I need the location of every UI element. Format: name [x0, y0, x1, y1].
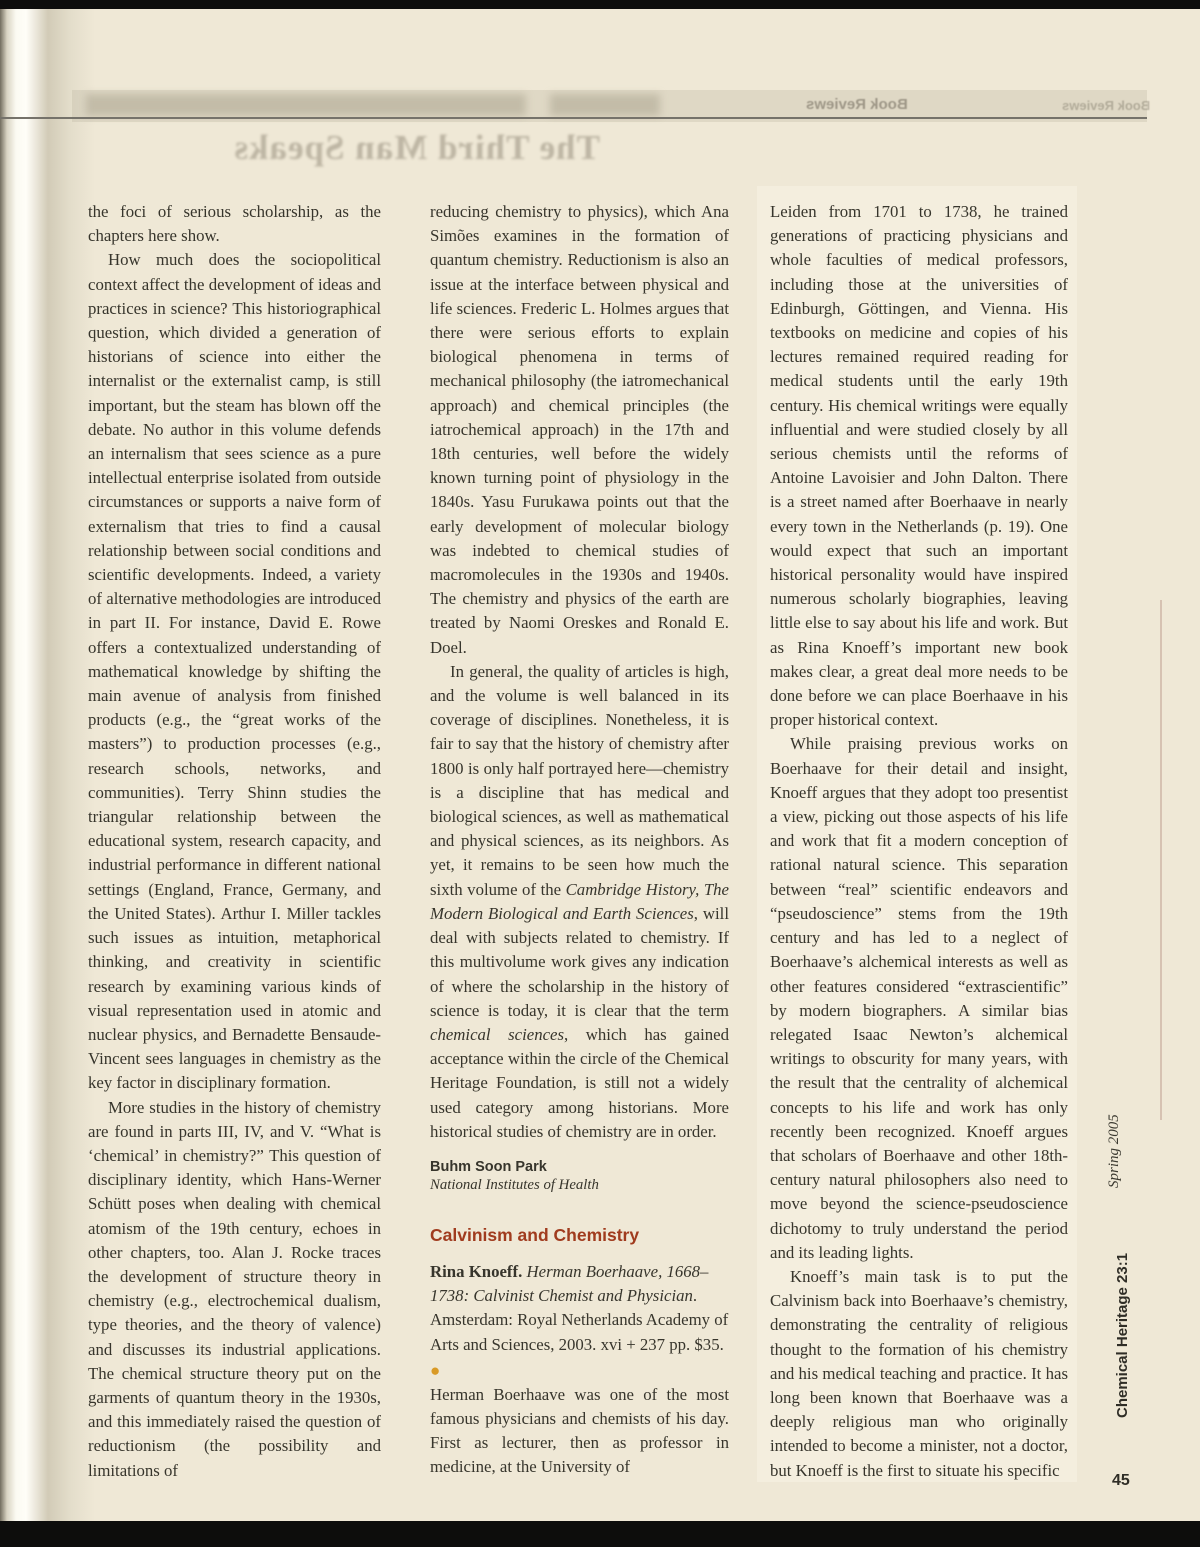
ghost-headline: The Third Man Speaks [233, 128, 600, 167]
paragraph: the foci of serious scholarship, as the chapters here show. [88, 202, 381, 246]
page-gutter-shading [0, 9, 95, 1521]
ghost-text-block [550, 94, 660, 116]
scan-edge-bottom [0, 1521, 1200, 1547]
paragraph: reducing chemistry to physics), which Ana Simões examines in the formation of quantum chemistry. Reductionism is also an issue at the interface between physical and life sciences. Frederic L. Holmes argues that there were serious efforts to explain biological phenomena in terms of mechanical philosophy (the iatromechanical approach) and chemical principles (the iatrochemical approach) in the 17th and 18th centuries, well before the widely known turning point of physiology in the 1840s. Yasu Furukawa points out that the early development of molecular biology was indebted to chemical studies of macromolecules in the 1930s and 1940s. The chemistry and physics of the earth are treated by Naomi Oreskes and Ronald E. Doel. [430, 202, 729, 657]
citation-author: Rina Knoeff. [430, 1261, 527, 1281]
scan-edge-top [0, 0, 1200, 9]
body-text-column-right [770, 200, 1068, 1483]
paragraph: While praising previous works on Boerhaave for their detail and insight, Knoeff argues that they adopt too presentist a view, picking out those aspects of his life and work that fit a modern conception of rational natural science. This separation between “real” scientific endeavors and “pseudoscience” stems from the 19th century and has led to a neglect of Boerhaave’s alchemical interests as well as other features considered “extrascientific” by modern biographers. A similar bias relegated Isaac Newton’s alchemical writings to obscurity for many years, with the result that the centrality of alchemical concepts to his life and work has only recently been recognized. Knoeff argues that scholars of Boerhaave and other 18th-century natural philosophers also need to move beyond the science-pseudoscience dichotomy to truly understand the period and its leading lights. [770, 734, 1068, 1262]
header-rule [0, 117, 1147, 119]
paragraph: Leiden from 1701 to 1738, he trained generations of practicing physicians and whole faculties of medical professors, including those at the universities of Edinburgh, Göttingen, and Vienna. His textbooks on medicine and copies of his lectures remained required reading for medical students until the early 19th century. His chemical writings were equally influential and were studied closely by all serious chemists until the reforms of Antoine Lavoisier and John Dalton. There is a street named after Boerhaave in nearly every town in the Netherlands (p. 19). One would expect that such an important historical personality would have inspired numerous scholarly biographies, leaving little else to say about his life and work. But as Rina Knoeff’s important new book makes clear, a great deal more needs to be done before we can place Boerhaave in his proper historical context. [770, 202, 1068, 730]
paragraph-segment: In general, the quality of articles is high, and the volume is well balanced in its coverage of disciplines. Nonetheless, it is fair to say that the history of chemistry after 1800 is only half portrayed here—chemistry is a discipline that has medical and biological sciences, as well as mathematical and physical sciences, as its neighbors. As yet, it remains to be seen how much the sixth volume of the [430, 661, 729, 899]
paragraph: Knoeff’s main task is to put the Calvinism back into Boerhaave’s chemistry, demonstrating the centrality of religious thought to the formation of his chemistry and his medical teaching and practice. It has long been known that Boerhaave was a deeply religious man who originally intended to become a minister, not a doctor, but Knoeff is the first to situate his specific [770, 1266, 1068, 1480]
italic-term: chemical sciences [430, 1024, 565, 1044]
body-text-column-middle [430, 200, 729, 1480]
paragraph: More studies in the history of chemistry are found in parts III, IV, and V. “What is ‘chemical’ in chemistry?” This question of disciplinary identity, which Hans-Werner Schütt poses when dealing with chemical atomism of the 19th century, echoes in other chapters, too. Alan J. Rocke traces the development of structure theory in chemistry (e.g., electrochemical dualism, type theories, and the theory of valence) and discusses its industrial applications. The chemical structure theory put on the garments of quantum theory in the 1930s, and this immediately raised the question of reductionism (the possibility and limitations of [88, 1097, 381, 1480]
paragraph [430, 660, 729, 1144]
bullet-icon: ● [430, 1360, 441, 1380]
italic-book-title: Cambridge History, The Modern Biological and Earth Sciences [430, 879, 729, 923]
paragraph-segment: , will deal with subjects related to chemistry. If this multivolume work gives any indication of where the scholarship in the history of science is today, it is clear that the term [430, 903, 729, 1020]
reviewer-affiliation: National Institutes of Health [430, 1176, 599, 1193]
citation-title: Herman Boerhaave, 1668–1738: Calvinist Chemist and Physician [430, 1261, 709, 1306]
ghost-text-block [86, 94, 526, 116]
journal-vertical-label: Chemical Heritage 23:1 [1114, 1252, 1131, 1418]
paragraph: Herman Boerhaave was one of the most famous physicians and chemists of his day. First as lecturer, then as professor in medicine, at the University of [430, 1384, 729, 1477]
citation-publisher: . Amsterdam: Royal Netherlands Academy of Arts and Sciences, 2003. xvi + 237 pp. $35. [430, 1286, 729, 1354]
paragraph-segment: , which has gained acceptance within the circle of the Chemical Heritage Foundation, is still not a widely used category among historians. More historical studies of chemistry are in order. [430, 1024, 729, 1141]
page-number: 45 [1112, 1472, 1130, 1489]
body-text-column-left [88, 200, 381, 1483]
book-citation [430, 1260, 729, 1357]
paragraph: How much does the sociopolitical context affect the development of ideas and practices in science? This historiographical question, which divided a generation of historians of science into either the internalist or the externalist camp, is still important, but the steam has blown off the debate. No author in this volume defends an internalism that sees science as a pure intellectual enterprise isolated from outside circumstances or supports a naive form of externalism that tries to find a causal relationship between social conditions and scientific developments. Indeed, a variety of alternative methodologies are introduced in part II. For instance, David E. Rowe offers a contextualized understanding of mathematical knowledge by shifting the main avenue of analysis from finished products (e.g., the “great works of the masters”) to production processes (e.g., research schools, networks, and communities). Terry Shinn studies the triangular relationship between the educational system, research capacity, and industrial performance in different national settings (England, France, Germany, and the United States). Arthur I. Miller tackles such issues as intuition, metaphorical thinking, and creativity in scientific research by examining various kinds of visual representation used in atomic and nuclear physics, and Bernadette Bensaude-Vincent sees languages in chemistry as the key factor in disciplinary formation. [88, 250, 381, 1093]
reviewer-name: Buhm Soon Park [430, 1158, 547, 1175]
issue-vertical-label: Spring 2005 [1106, 1114, 1122, 1188]
page-edge-line [1160, 600, 1162, 1120]
ghost-book-reviews-label: Book Reviews [806, 96, 908, 113]
ghost-book-reviews-corner-label: Book Reviews [1062, 98, 1151, 113]
review-section-heading: Calvinism and Chemistry [430, 1224, 640, 1245]
